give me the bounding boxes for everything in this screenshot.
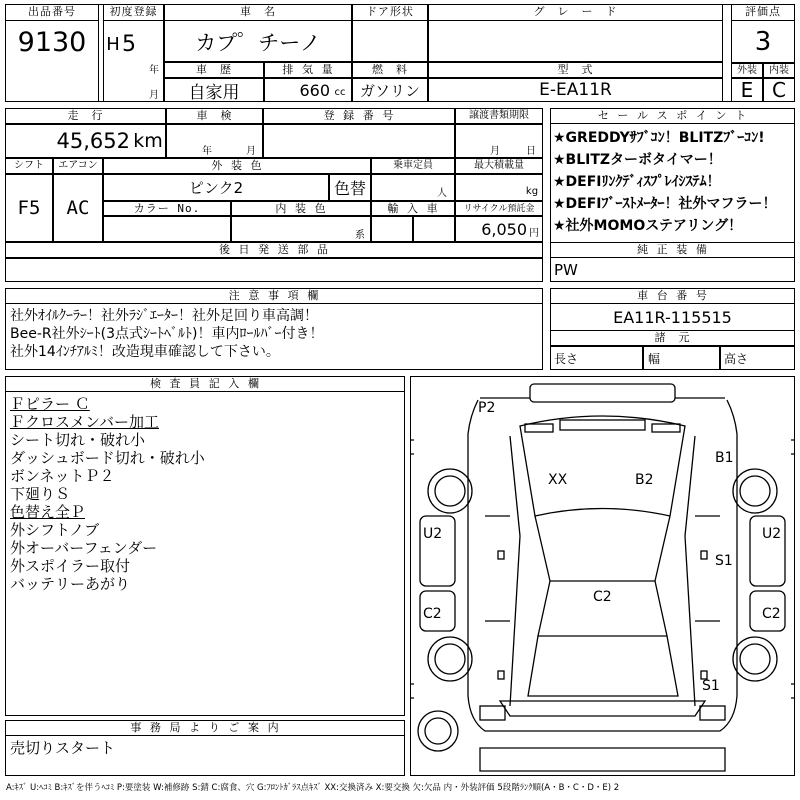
inspector-item: 下廻りＳ bbox=[10, 485, 71, 503]
mark-u2-right: U2 bbox=[762, 526, 782, 542]
transfer-doc-header: 譲渡書類期限 bbox=[455, 108, 543, 124]
score-header: 評価点 bbox=[731, 4, 795, 21]
reg-no-header: 登 録 番 号 bbox=[263, 108, 455, 124]
import-frame bbox=[371, 216, 413, 242]
genuine-equipment-value: PW bbox=[554, 261, 578, 279]
mark-xx: XX bbox=[548, 472, 568, 488]
interior-grade-header: 内装 bbox=[763, 63, 795, 78]
mark-b2: B2 bbox=[635, 472, 654, 488]
note-line: Bee-R社外ｼｰﾄ(3点式ｼｰﾄﾍﾞﾙﾄ)！車内ﾛｰﾙﾊﾞｰ付き！ bbox=[10, 326, 324, 342]
first-reg-header: 初度登録 bbox=[103, 4, 164, 21]
score-value: 3 bbox=[754, 27, 772, 57]
interior-color-frame bbox=[231, 216, 371, 242]
sales-point: ★BLITZターボタイマー！ bbox=[553, 152, 722, 168]
car-damage-diagram bbox=[410, 376, 795, 776]
later-parts-frame bbox=[5, 258, 543, 282]
mark-u2-left: U2 bbox=[423, 526, 443, 542]
lot-no-header: 出品番号 bbox=[5, 4, 99, 21]
door-header: ドア形状 bbox=[352, 4, 428, 21]
inspector-item: 外オーバーフェンダー bbox=[10, 539, 158, 557]
interior-color-unit: 系 bbox=[355, 229, 365, 241]
genuine-equipment-header: 純 正 装 備 bbox=[550, 242, 795, 258]
chassis-value: EA11R-115515 bbox=[613, 307, 732, 327]
width-label: 幅 bbox=[648, 351, 661, 366]
chassis-header: 車 台 番 号 bbox=[550, 288, 795, 304]
lot-no-value: 9130 bbox=[17, 26, 87, 58]
inspector-item: ボンネットＰ２ bbox=[10, 467, 115, 485]
recycle-header: リサイクル預託金 bbox=[455, 201, 543, 216]
inspector-item: Ｆクロスメンバー加工 bbox=[10, 413, 159, 431]
era-letter: H bbox=[106, 33, 120, 55]
interior-grade-value: C bbox=[772, 78, 786, 102]
dims-header: 諸 元 bbox=[550, 330, 795, 346]
sales-point: ★社外MOMOステアリング！ bbox=[553, 218, 743, 234]
notes-list bbox=[10, 307, 540, 361]
door-frame bbox=[352, 21, 428, 62]
inspector-item: バッテリーあがり bbox=[10, 575, 131, 593]
transfer-month-unit: 月 bbox=[490, 145, 500, 157]
mileage-value: 45,652 bbox=[56, 129, 130, 153]
mark-c2-right: C2 bbox=[762, 606, 781, 622]
shift-header: シフト bbox=[5, 158, 53, 174]
ac-value: AC bbox=[66, 197, 90, 219]
note-line: 社外ｵｲﾙｸｰﾗｰ！社外ﾗｼﾞｴｰﾀｰ！社外足回り車高調！ bbox=[10, 308, 318, 324]
later-parts-header: 後 日 発 送 部 品 bbox=[5, 242, 543, 258]
inspector-item: 外シフトノブ bbox=[10, 521, 100, 539]
inspector-list bbox=[10, 395, 400, 593]
month-unit: 月 bbox=[149, 89, 159, 101]
mark-c2-center: C2 bbox=[593, 589, 612, 605]
inspection-year-unit: 年 bbox=[202, 145, 212, 157]
car-name-value: カプ゜チーノ bbox=[195, 30, 321, 55]
inspection-month-unit: 月 bbox=[246, 145, 256, 157]
note-line: 社外14ｲﾝﾁｱﾙﾐ！改造現車確認して下さい。 bbox=[10, 344, 280, 360]
office-header: 事 務 局 よ り ご 案 内 bbox=[5, 720, 405, 736]
ac-header: エアコン bbox=[53, 158, 103, 174]
fuel-header: 燃 料 bbox=[352, 62, 428, 78]
mark-p2: P2 bbox=[478, 400, 496, 416]
color-no-header: カラー No. bbox=[103, 201, 231, 216]
sales-points-header: セ ー ル ス ポ イ ン ト bbox=[550, 108, 795, 124]
sales-point: ★DEFIﾘﾝｸﾃﾞｨｽﾌﾟﾚｲｼｽﾃﾑ！ bbox=[553, 174, 721, 190]
displacement-header: 排 気 量 bbox=[264, 62, 352, 78]
length-label: 長さ bbox=[554, 351, 579, 366]
history-header: 車 歴 bbox=[164, 62, 264, 78]
recycle-unit: 円 bbox=[529, 227, 539, 239]
car-name-header: 車 名 bbox=[164, 4, 352, 21]
sales-point: ★GREDDYｻﾌﾞｺﾝ！BLITZﾌﾞｰｺﾝ! bbox=[553, 130, 765, 146]
inspector-item: シート切れ・破れ小 bbox=[10, 431, 146, 449]
lot-no-frame bbox=[5, 21, 99, 102]
fuel-value: ガソリン bbox=[359, 81, 420, 100]
displacement-value: 660 bbox=[299, 80, 330, 100]
inspector-item: ダッシュボード切れ・破れ小 bbox=[10, 449, 205, 467]
color-no-frame bbox=[103, 216, 231, 242]
inspector-header: 検 査 員 記 入 欄 bbox=[5, 376, 405, 392]
recycle-value: 6,050 bbox=[481, 219, 527, 239]
exterior-color-header: 外 装 色 bbox=[103, 158, 371, 174]
height-label: 高さ bbox=[724, 351, 749, 366]
exterior-grade-value: E bbox=[740, 78, 754, 102]
mark-c2-left: C2 bbox=[423, 606, 442, 622]
notes-header: 注 意 事 項 欄 bbox=[5, 288, 543, 304]
interior-color-header: 内 装 色 bbox=[231, 201, 371, 216]
exterior-grade-header: 外装 bbox=[731, 63, 763, 78]
inspector-item: 外スポイラー取付 bbox=[10, 557, 131, 575]
year-number: 5 bbox=[122, 31, 136, 57]
displacement-unit: cc bbox=[334, 86, 346, 98]
grade-header: グ レ ー ド bbox=[428, 4, 723, 21]
mark-s1-mid: S1 bbox=[715, 553, 733, 569]
inspection-header: 車 検 bbox=[166, 108, 263, 124]
sales-points-list bbox=[553, 127, 793, 237]
inspector-item: 色替え全Ｐ bbox=[10, 503, 86, 521]
sales-point: ★DEFIﾌﾞｰｽﾄﾒｰﾀｰ！社外マフラー！ bbox=[553, 196, 777, 212]
year-unit: 年 bbox=[149, 64, 159, 76]
import-frame-2 bbox=[413, 216, 455, 242]
mark-b1: B1 bbox=[715, 450, 734, 466]
model-value: E-EA11R bbox=[539, 80, 612, 100]
import-header: 輸 入 車 bbox=[371, 201, 455, 216]
repaint-value: 色替 bbox=[333, 179, 366, 198]
history-value: 自家用 bbox=[188, 82, 240, 103]
max-load-unit: kg bbox=[525, 185, 539, 197]
transfer-day-unit: 日 bbox=[526, 145, 536, 157]
reg-no-frame bbox=[263, 124, 455, 158]
capacity-unit: 人 bbox=[437, 187, 447, 199]
office-text: 売切りスタート bbox=[10, 738, 116, 757]
shift-value: F5 bbox=[17, 197, 41, 219]
mileage-header: 走 行 bbox=[5, 108, 166, 124]
max-load-header: 最大積載量 bbox=[455, 158, 543, 174]
mileage-unit: km bbox=[133, 130, 163, 152]
model-header: 型 式 bbox=[428, 62, 723, 78]
mark-s1-rear: S1 bbox=[702, 678, 720, 694]
exterior-color-value: ピンク2 bbox=[188, 179, 244, 197]
grade-frame bbox=[428, 21, 723, 62]
inspector-item: Ｆピラー Ｃ bbox=[10, 395, 90, 413]
legend-text: A:ｷｽﾞ U:ﾍｺﾐ B:ｷｽﾞを伴うﾍｺﾐ P:要塗装 W:補修跡 S:錆 C:腐食、穴 G:ﾌﾛﾝﾄｶﾞﾗｽ点ｷｽﾞ XX:交換済み X:要交換 欠:欠品 内・外装評価 5段階ﾗﾝｸ順(A・B・C・D・E) 2 bbox=[6, 783, 620, 793]
capacity-header: 乗車定員 bbox=[371, 158, 455, 174]
